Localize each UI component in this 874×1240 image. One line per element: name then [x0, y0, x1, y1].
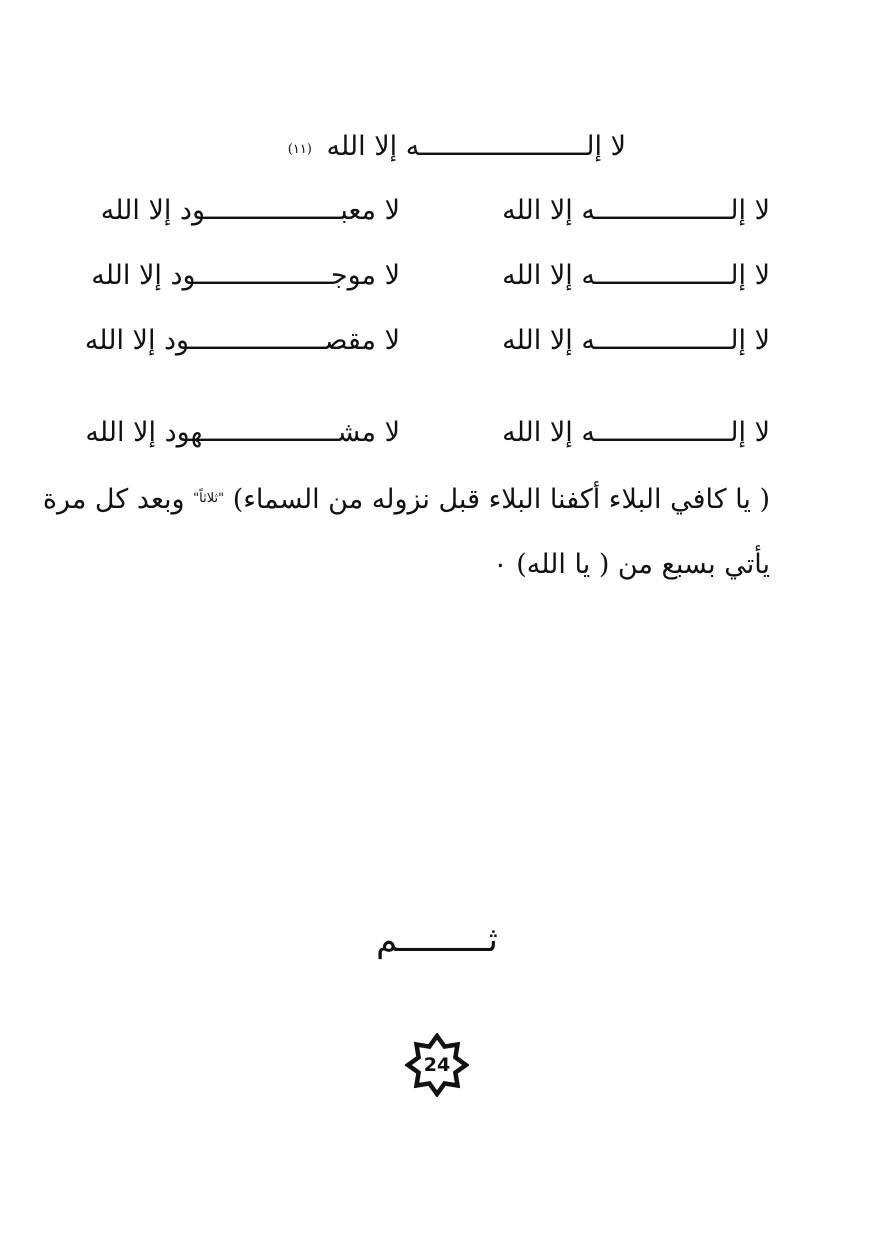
title-text: لا إلـــــــــــــــــــــه إلا الله	[326, 131, 626, 162]
page-number-badge	[405, 1033, 469, 1097]
title-line	[180, 130, 626, 167]
dhikr-row	[84, 323, 770, 359]
dhikr-left: لا معبـــــــــــــــــود إلا الله	[100, 195, 400, 226]
page-number: 24	[423, 1054, 451, 1076]
dhikr-right: لا إلـــــــــــــــــه إلا الله	[502, 417, 770, 448]
paragraph-main: ( يا كافي البلاء أكفنا البلاء قبل نزوله من السماء)	[232, 484, 770, 515]
dhikr-left: لا مقصـــــــــــــــــود إلا الله	[84, 325, 400, 356]
dhikr-row	[100, 193, 770, 229]
dhikr-row	[91, 258, 770, 294]
footnote-reference: (١١)	[287, 142, 312, 157]
dhikr-right: لا إلـــــــــــــــــه إلا الله	[502, 325, 770, 356]
dhikr-right: لا إلـــــــــــــــــه إلا الله	[502, 260, 770, 291]
paragraph-end: وبعد كل مرة	[42, 484, 185, 515]
paragraph-line-1	[42, 482, 770, 517]
dhikr-row	[85, 415, 770, 451]
dhikr-right: لا إلـــــــــــــــــه إلا الله	[502, 195, 770, 226]
dhikr-left: لا موجـــــــــــــــــود إلا الله	[91, 260, 400, 291]
paragraph-line-2	[104, 548, 770, 582]
dhikr-left: لا مشـــــــــــــــــهود إلا الله	[85, 417, 400, 448]
paragraph-line2-text: يأتي بسبع من ( يا الله) ٠	[493, 549, 770, 580]
ending-word: ثـــــــــم	[376, 920, 498, 960]
paragraph-small-note: "ثلاثاً"	[193, 491, 225, 506]
